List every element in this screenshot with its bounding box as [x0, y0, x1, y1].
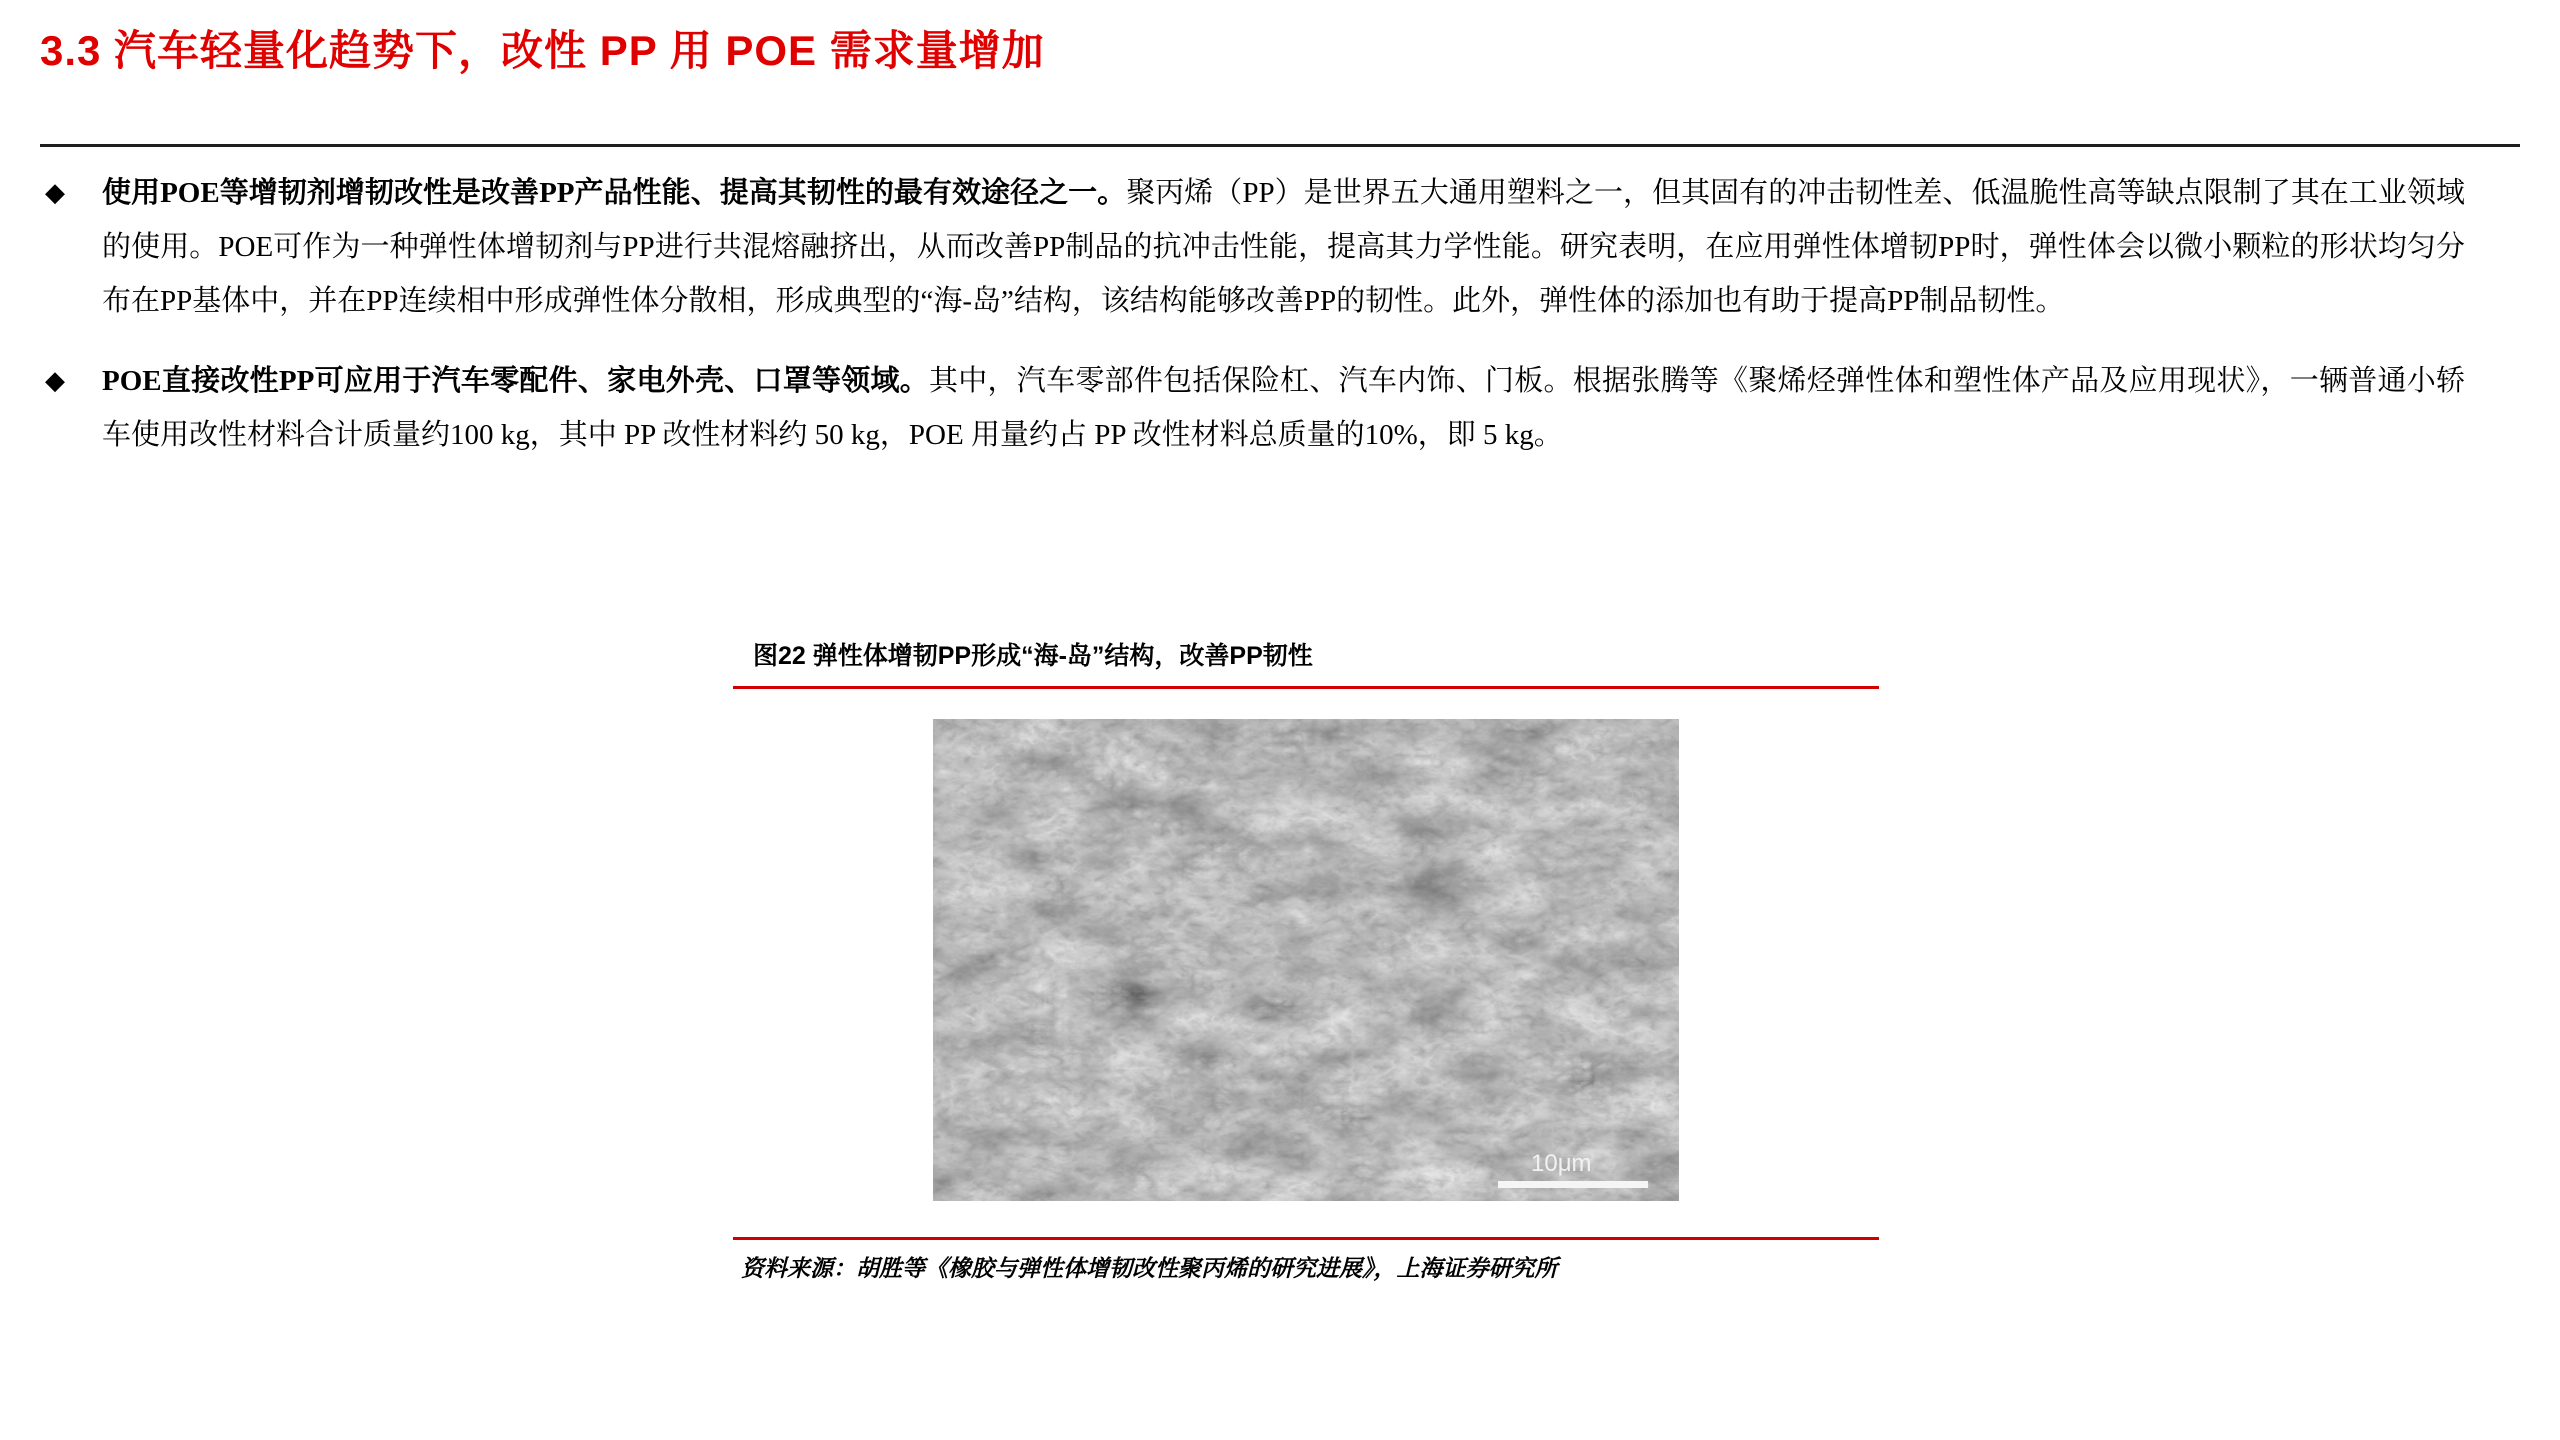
- bullet-paragraph: [45, 354, 2465, 462]
- bullet-body-text: 其中，汽车零部件包括保险杠、汽车内饰、门板。根据张腾等《聚烯烃弹性体和塑性体产品及应用现状》，一辆普通小轿车使用改性材料合计质量约100 kg，其中 PP 改性材料约 50 kg，POE 用量约占 PP 改性材料总质量的10%，即 5 kg。: [102, 365, 2465, 451]
- scale-bar: [1498, 1181, 1648, 1188]
- body-content: [45, 166, 2465, 462]
- sem-micrograph-image: [933, 719, 1679, 1201]
- bullet-lead-text: POE直接改性PP可应用于汽车零配件、家电外壳、口罩等领域。: [102, 365, 930, 397]
- section-title: 3.3 汽车轻量化趋势下，改性 PP 用 POE 需求量增加: [40, 27, 1045, 74]
- bullet-lead-text: 使用POE等增韧剂增韧改性是改善PP产品性能、提高其韧性的最有效途径之一。: [102, 177, 1127, 209]
- diamond-bullet-icon: ◆: [45, 366, 65, 396]
- figure-block: [733, 636, 1879, 1283]
- figure-caption: 图22 弹性体增韧PP形成“海-岛”结构，改善PP韧性: [753, 642, 1313, 670]
- figure-source: 资料来源：胡胜等《橡胶与弹性体增韧改性聚丙烯的研究进展》，上海证券研究所: [741, 1256, 1558, 1281]
- figure-bottom-rule: [733, 1237, 1879, 1240]
- bullet-body-text: 聚丙烯（PP）是世界五大通用塑料之一，但其固有的冲击韧性差、低温脆性高等缺点限制了其在工业领域的使用。POE可作为一种弹性体增韧剂与PP进行共混熔融挤出，从而改善PP制品的抗冲击性能，提高其力学性能。研究表明，在应用弹性体增韧PP时，弹性体会以微小颗粒的形状均匀分布在PP基体中，并在PP连续相中形成弹性体分散相，形成典型的“海-岛”结构，该结构能够改善PP的韧性。此外，弹性体的添加也有助于提高PP制品韧性。: [102, 177, 2465, 317]
- diamond-bullet-icon: ◆: [45, 178, 65, 208]
- bullet-paragraph: [45, 166, 2465, 328]
- figure-top-rule: [733, 686, 1879, 689]
- sem-micrograph: [933, 719, 1679, 1201]
- title-divider: [40, 144, 2520, 147]
- scale-bar-label: 10μm: [1531, 1150, 1592, 1177]
